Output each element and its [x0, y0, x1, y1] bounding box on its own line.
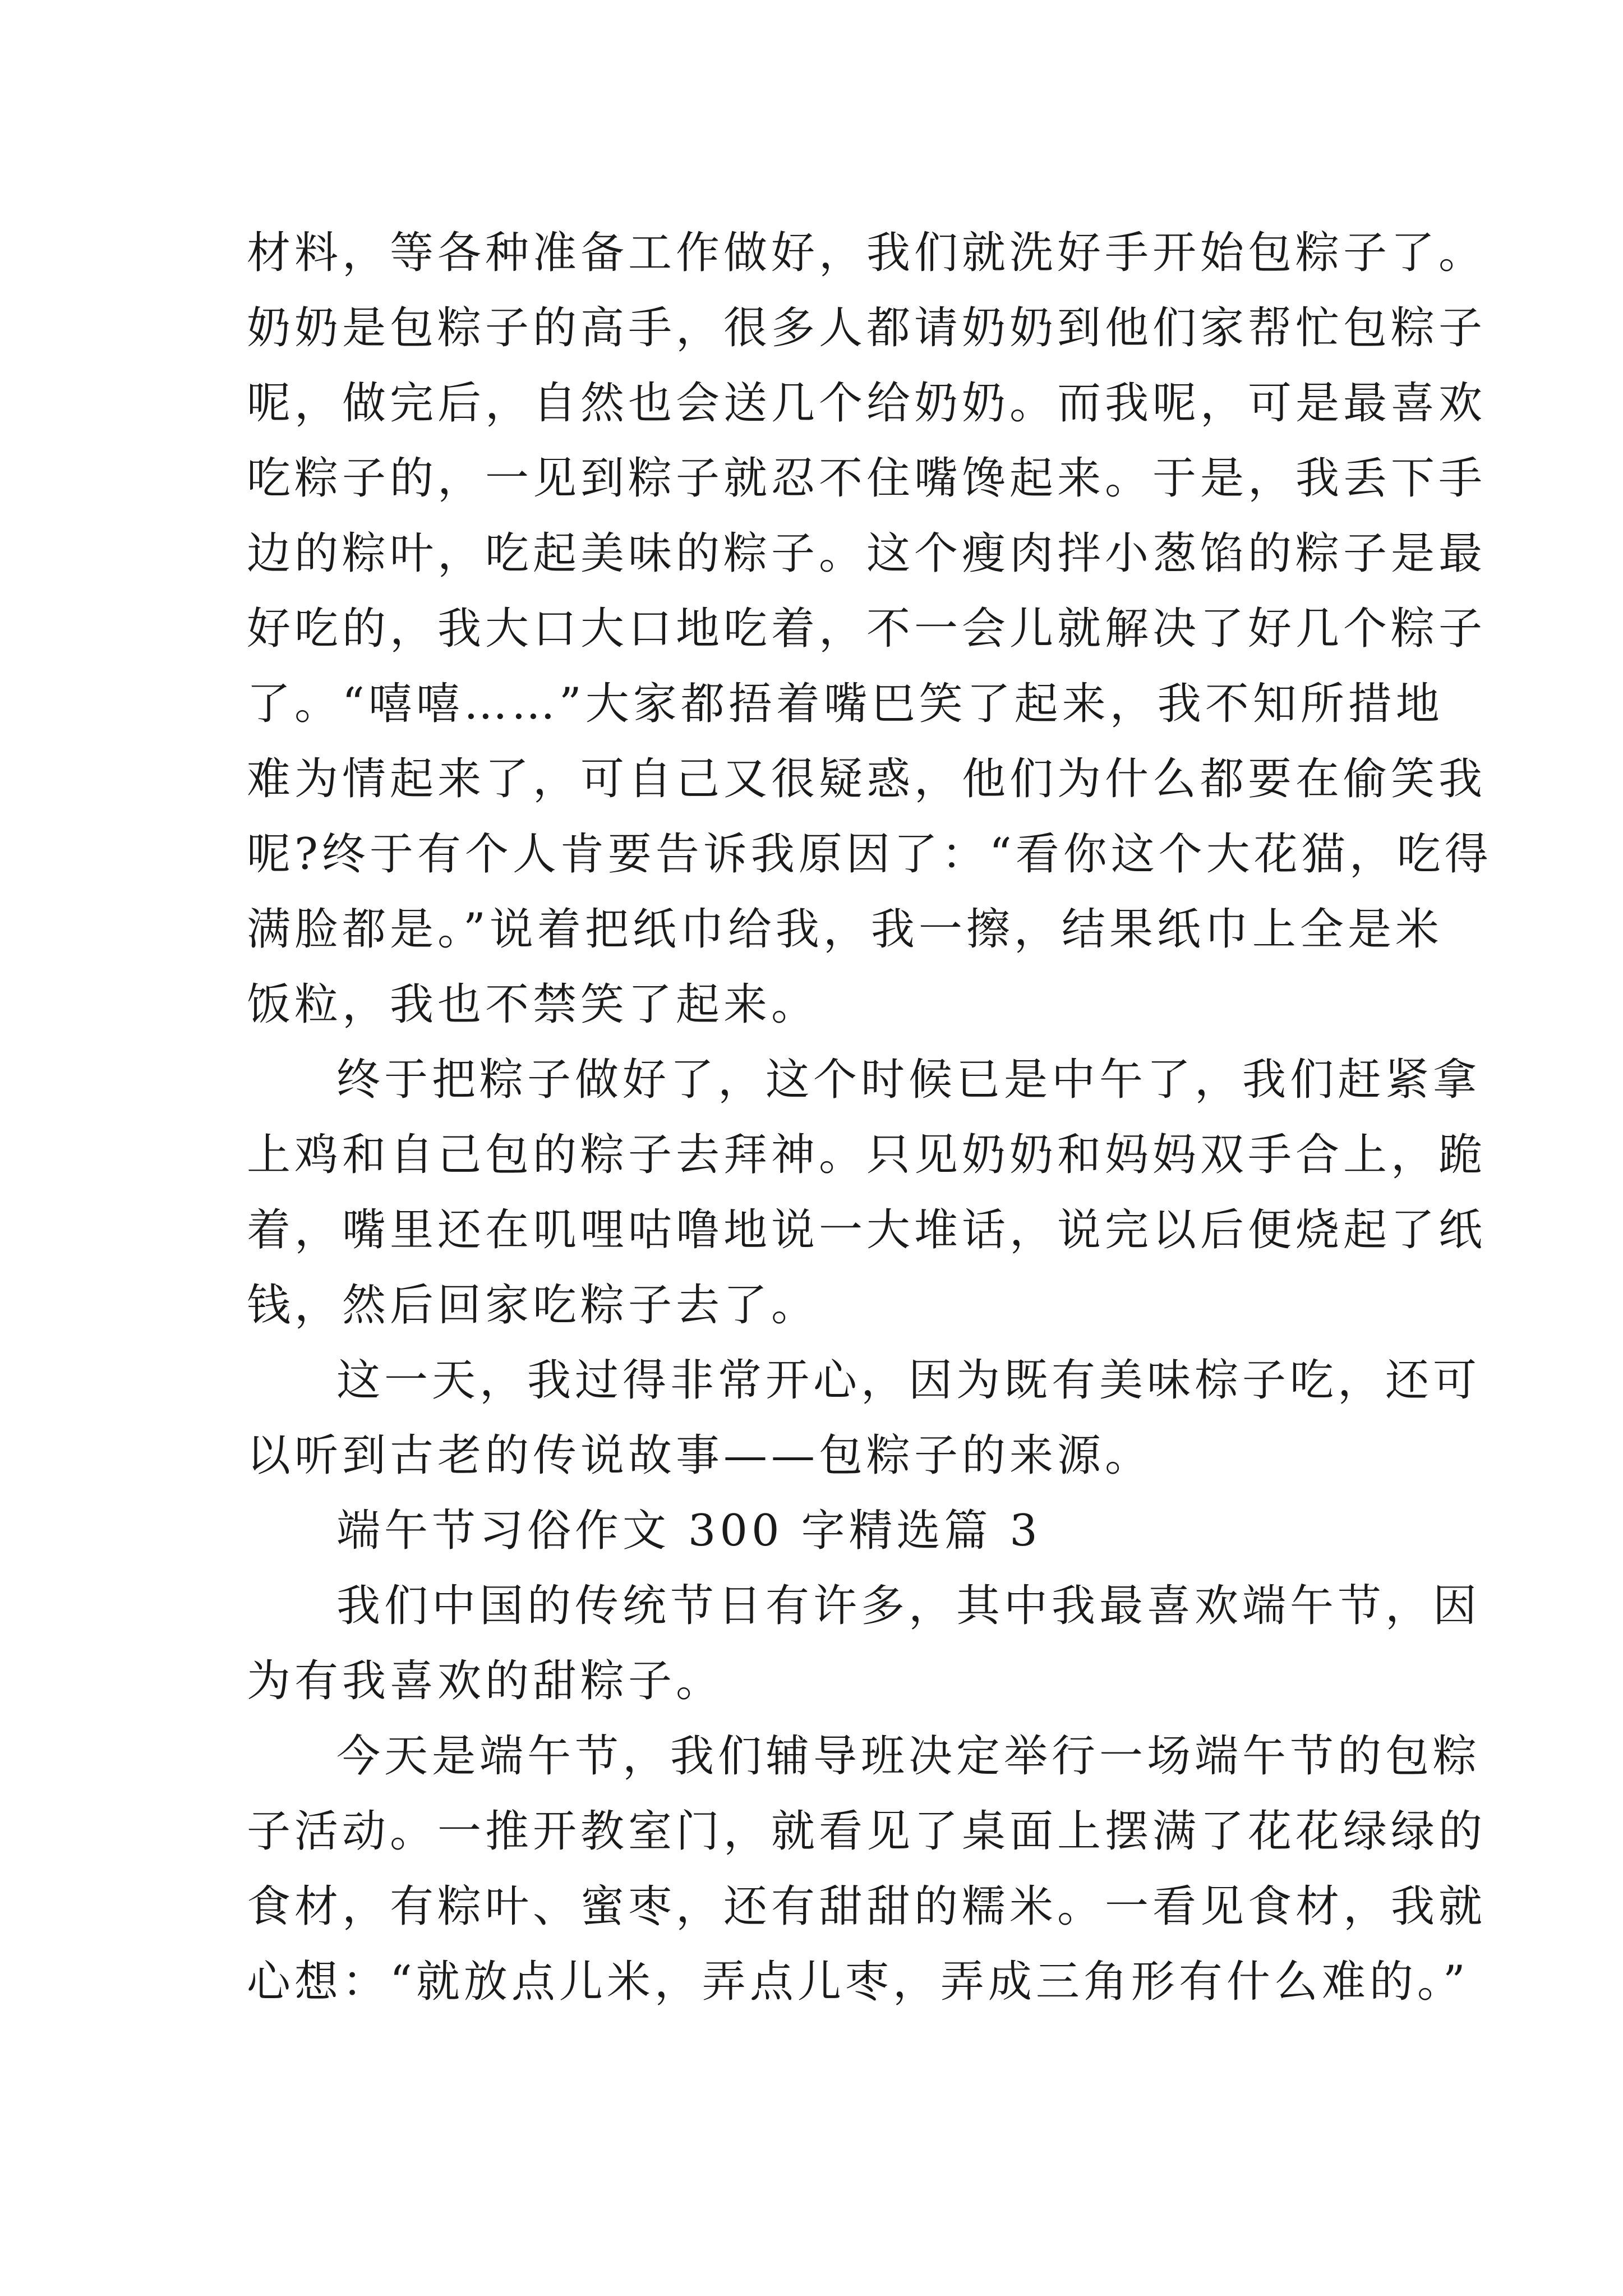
- text-line: 呢，做完后，自然也会送几个给奶奶。而我呢，可是最喜欢: [247, 378, 1487, 429]
- paragraph-first-line: 今天是端午节，我们辅导班决定举行一场端午节的包粽: [336, 1731, 1481, 1782]
- paragraph-first-line: 我们中国的传统节日有许多，其中我最喜欢端午节，因: [336, 1581, 1481, 1631]
- text-line: 着，嘴里还在叽哩咕噜地说一大堆话，说完以后便烧起了纸: [247, 1205, 1487, 1255]
- text-line: 吃粽子的，一见到粽子就忍不住嘴馋起来。于是，我丢下手: [247, 453, 1487, 504]
- essay-text: [247, 215, 1492, 2019]
- text-line: 为有我喜欢的甜粽子。: [247, 1656, 724, 1706]
- text-line: 边的粽叶，吃起美味的粽子。这个瘦肉拌小葱馅的粽子是最: [247, 528, 1487, 579]
- text-line: 子活动。一推开教室门，就看见了桌面上摆满了花花绿绿的: [247, 1806, 1487, 1857]
- text-line: 以听到古老的传说故事——包粽子的来源。: [247, 1430, 1153, 1481]
- paragraph-first-line: 终于把粽子做好了，这个时候已是中午了，我们赶紧拿: [336, 1055, 1481, 1105]
- text-line: 材料，等各种准备工作做好，我们就洗好手开始包粽子了。: [247, 228, 1487, 278]
- text-line: 钱，然后回家吃粽子去了。: [247, 1280, 819, 1331]
- text-line: 心想：“就放点儿米，弄点儿枣，弄成三角形有什么难的。”: [247, 1957, 1469, 2007]
- text-line: 食材，有粽叶、蜜枣，还有甜甜的糯米。一看见食材，我就: [247, 1881, 1487, 1932]
- text-line: 奶奶是包粽子的高手，很多人都请奶奶到他们家帮忙包粽子: [247, 303, 1487, 353]
- paragraph-first-line: 端午节习俗作文 300 字精选篇 3: [336, 1506, 1041, 1556]
- text-line: 饭粒，我也不禁笑了起来。: [247, 979, 819, 1030]
- text-line: 满脸都是。”说着把纸巾给我，我一擦，结果纸巾上全是米: [247, 904, 1443, 955]
- paragraph-first-line: 这一天，我过得非常开心，因为既有美味棕子吃，还可: [336, 1355, 1481, 1406]
- text-line: 好吃的，我大口大口地吃着，不一会儿就解决了好几个粽子: [247, 604, 1487, 654]
- text-line: 呢?终于有个人肯要告诉我原因了：“看你这个大花猫，吃得: [247, 829, 1492, 880]
- text-line: 了。“嘻嘻……”大家都捂着嘴巴笑了起来，我不知所措地: [247, 679, 1444, 729]
- text-line: 难为情起来了，可自己又很疑惑，他们为什么都要在偷笑我: [247, 754, 1487, 804]
- text-line: 上鸡和自己包的粽子去拜神。只见奶奶和妈妈双手合上，跪: [247, 1130, 1487, 1180]
